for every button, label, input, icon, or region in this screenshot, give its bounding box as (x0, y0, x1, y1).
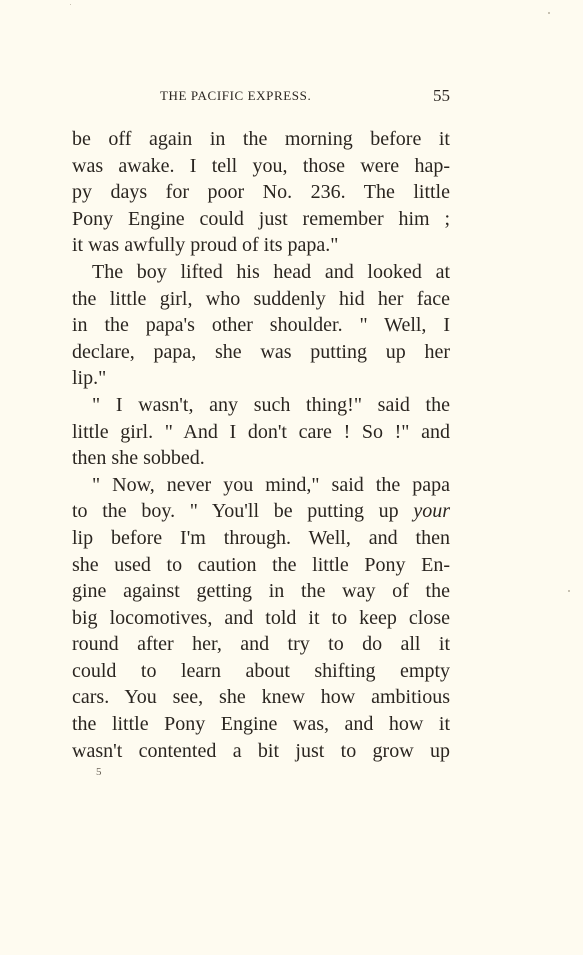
text-line: was awake. I tell you, those were hap- (72, 154, 450, 177)
text-line: cars. You see, she knew how ambitious (72, 686, 450, 709)
text-line: " Now, never you mind," said the papa (92, 473, 450, 496)
text-line (72, 498, 450, 525)
text-line: The boy lifted his head and looked at (92, 260, 450, 283)
signature-mark: 5 (96, 766, 102, 778)
text-line: declare, papa, she was putting up her (72, 340, 450, 363)
paper-speck (568, 590, 570, 592)
body-text (72, 126, 450, 764)
text-line: it was awfully proud of its papa." (72, 234, 339, 257)
text-line: Pony Engine could just remember him ; (72, 207, 450, 230)
text-line: little girl. " And I don't care ! So !" and (72, 420, 450, 443)
text-line: wasn't contented a bit just to grow up (72, 739, 450, 762)
running-title: THE PACIFIC EXPRESS. (160, 88, 312, 103)
text-line: round after her, and try to do all it (72, 633, 450, 656)
text-line: the little girl, who suddenly hid her face (72, 287, 450, 310)
page-number: 55 (433, 86, 450, 105)
text-line-segment: to the boy. " You'll be putting up (72, 500, 414, 523)
text-line: she used to caution the little Pony En- (72, 553, 450, 576)
text-line: in the papa's other shoulder. " Well, I (72, 314, 450, 337)
text-line: then she sobbed. (72, 447, 205, 470)
text-line: lip before I'm through. Well, and then (72, 526, 450, 549)
text-line: big locomotives, and told it to keep close (72, 606, 450, 629)
running-header (72, 88, 450, 112)
text-line: could to learn about shifting empty (72, 659, 450, 682)
text-line: " I wasn't, any such thing!" said the (92, 393, 450, 416)
text-line: gine against getting in the way of the (72, 580, 450, 603)
text-line: lip." (72, 367, 107, 390)
text-line: py days for poor No. 236. The little (72, 181, 450, 204)
emphasis-word: your (413, 500, 450, 523)
paper-speck (70, 4, 71, 5)
paper-speck (548, 12, 550, 14)
text-line: be off again in the morning before it (72, 128, 450, 150)
text-line: the little Pony Engine was, and how it (72, 713, 450, 736)
